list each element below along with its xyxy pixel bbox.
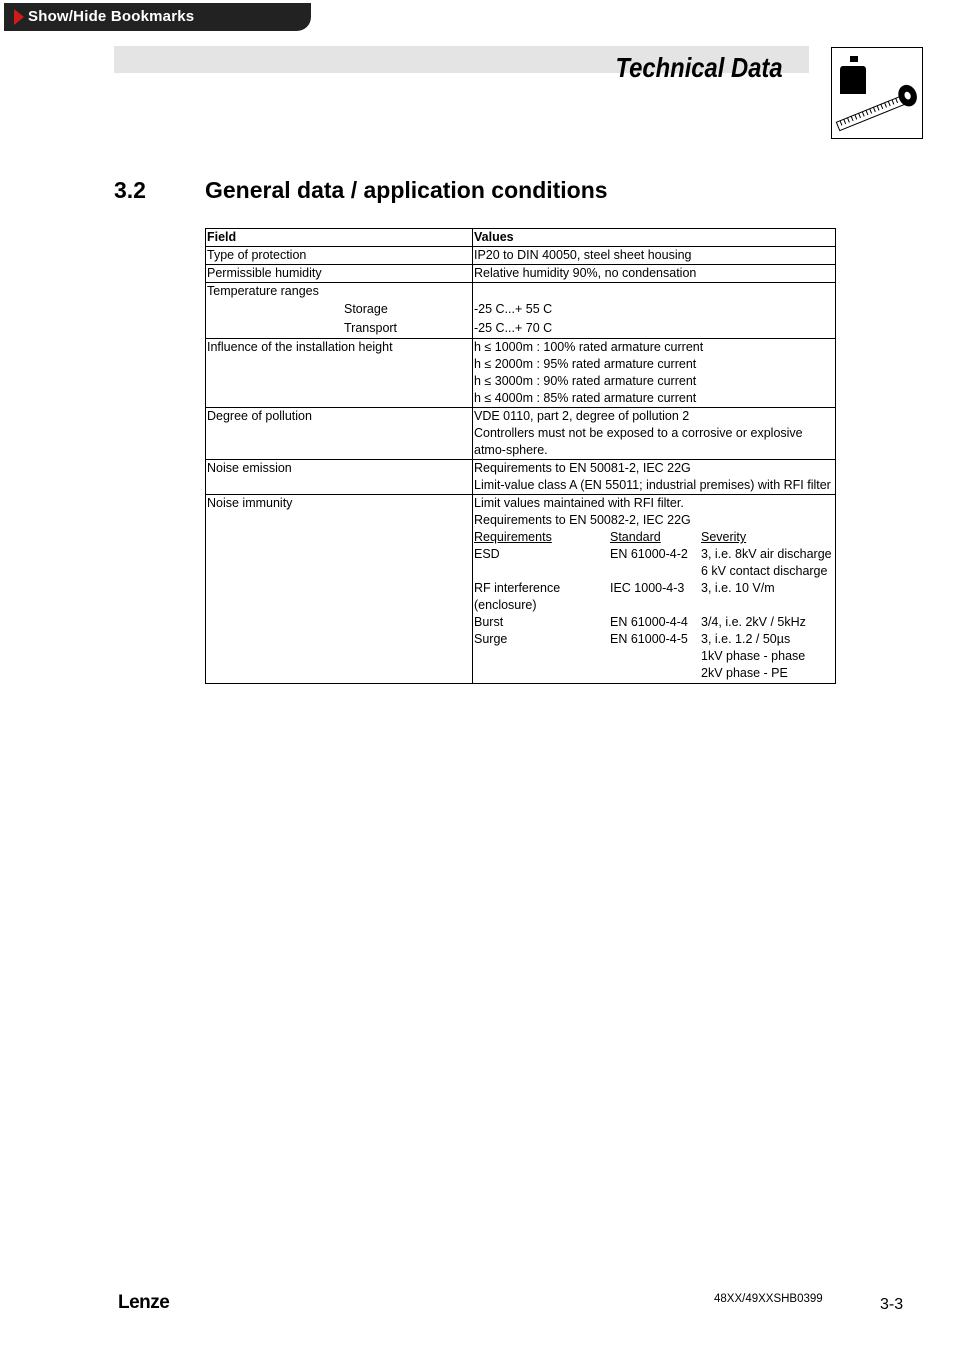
severity-cell: 6 kV contact discharge <box>701 564 828 578</box>
column-header-field: Field <box>206 229 473 247</box>
field-cell: Influence of the installation height <box>206 339 473 408</box>
standard-cell: EN 61000-4-4 <box>610 615 688 629</box>
table-row <box>206 265 836 283</box>
lenze-logo: Lenze <box>118 1292 170 1313</box>
transport-label: Transport <box>344 321 398 335</box>
field-cell <box>206 283 473 339</box>
table-row <box>206 283 836 339</box>
triangle-right-icon <box>14 9 24 25</box>
requirement-cell: (enclosure) <box>474 598 537 612</box>
requirement-cell: Surge <box>474 632 508 646</box>
table-row <box>206 247 836 265</box>
value-line: Requirements to EN 50082-2, IEC 22G <box>474 513 691 527</box>
field-cell: Degree of pollution <box>206 408 473 460</box>
document-code: 48XX/49XXSHB0399 <box>714 1293 823 1305</box>
storage-value: -25 C...+ 55 C <box>474 302 553 316</box>
severity-cell: 1kV phase - phase <box>701 649 806 663</box>
table-row <box>206 339 836 408</box>
value-cell: IP20 to DIN 40050, steel sheet housing <box>473 247 836 265</box>
requirement-cell: RF interference <box>474 581 561 595</box>
column-header-values: Values <box>473 229 836 247</box>
value-line: Limit values maintained with RFI filter. <box>474 496 684 510</box>
severity-cell: 3, i.e. 1.2 / 50µs <box>701 632 791 646</box>
table-row <box>206 408 836 460</box>
table-row <box>206 495 836 684</box>
severity-cell: 3, i.e. 8kV air discharge <box>701 547 832 561</box>
standard-cell: EN 61000-4-2 <box>610 547 688 561</box>
subheader-severity: Severity <box>701 530 747 544</box>
standard-cell: IEC 1000-4-3 <box>610 581 685 595</box>
table-row <box>206 460 836 495</box>
immunity-subtable <box>474 529 834 682</box>
value-line: Controllers must not be exposed to a corrosive or explosive <box>474 426 803 440</box>
requirement-cell: ESD <box>474 547 500 561</box>
value-line: h ≤ 1000m : 100% rated armature current <box>474 340 704 354</box>
value-cell <box>473 339 836 408</box>
field-cell: Type of protection <box>206 247 473 265</box>
bookmarks-toggle-button[interactable] <box>4 3 311 31</box>
section-number: 3.2 <box>114 177 146 203</box>
section-title: General data / application conditions <box>205 177 608 203</box>
transport-value: -25 C...+ 70 C <box>474 321 553 335</box>
severity-cell: 2kV phase - PE <box>701 666 788 680</box>
value-line: h ≤ 4000m : 85% rated armature current <box>474 391 697 405</box>
severity-cell: 3/4, i.e. 2kV / 5kHz <box>701 615 806 629</box>
field-cell: Permissible humidity <box>206 265 473 283</box>
field-label: Temperature ranges <box>207 284 319 298</box>
storage-label: Storage <box>344 302 388 316</box>
value-cell <box>473 460 836 495</box>
page-number: 3-3 <box>880 1296 904 1313</box>
page-header-title: Technical Data <box>615 52 783 83</box>
table-header-row <box>206 229 836 247</box>
bookmarks-toggle-label: Show/Hide Bookmarks <box>28 8 195 25</box>
requirement-cell: Burst <box>474 615 504 629</box>
value-line: VDE 0110, part 2, degree of pollution 2 <box>474 409 690 423</box>
value-line: h ≤ 3000m : 90% rated armature current <box>474 374 697 388</box>
value-cell <box>473 495 836 684</box>
technical-data-table <box>205 228 836 684</box>
value-cell <box>473 283 836 339</box>
value-cell: Relative humidity 90%, no condensation <box>473 265 836 283</box>
standard-cell: EN 61000-4-5 <box>610 632 688 646</box>
subheader-standard: Standard <box>610 530 661 544</box>
weight-and-tape-measure-icon <box>831 47 923 139</box>
value-line: h ≤ 2000m : 95% rated armature current <box>474 357 697 371</box>
value-cell <box>473 408 836 460</box>
field-cell: Noise emission <box>206 460 473 495</box>
subheader-requirements: Requirements <box>474 530 552 544</box>
value-line: atmo-sphere. <box>474 443 548 457</box>
value-line: Requirements to EN 50081-2, IEC 22G <box>474 461 691 475</box>
severity-cell: 3, i.e. 10 V/m <box>701 581 775 595</box>
field-cell: Noise immunity <box>206 495 473 684</box>
value-line: Limit-value class A (EN 55011; industrial premises) with RFI filter <box>474 478 831 492</box>
